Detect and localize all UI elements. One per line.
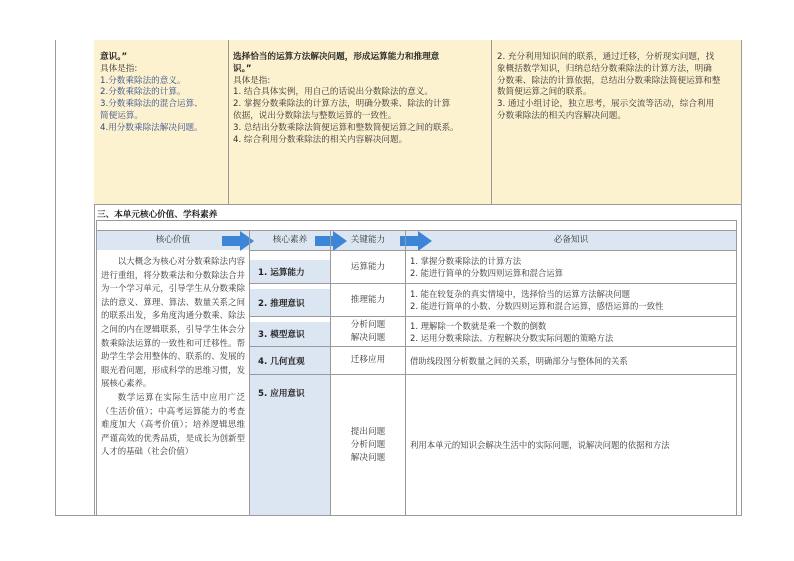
key-ability-text: 分析问题	[350, 439, 386, 450]
top-col1-line: 1.分数乘除法的意义。	[100, 75, 186, 86]
key-ability-text: 解决问题	[350, 332, 386, 343]
top-col3	[494, 50, 740, 202]
knowledge-line: 利用本单元的知识会解决生活中的实际问题，说解决问题的依据和方法	[410, 440, 670, 450]
top-divider-2	[491, 40, 492, 204]
top-col3-line: 分数乘除法的相关内容解决问题。	[497, 110, 626, 121]
knowledge-line: 2. 运用分数乘除法、方程解决分数实际问题的策略方法	[410, 332, 614, 343]
literacy-label-text: 5. 应用意识	[258, 389, 305, 399]
literacy-label: 4. 几何直观	[250, 347, 330, 374]
key-ability-text: 提出问题	[350, 426, 386, 437]
key-ability	[331, 347, 405, 374]
key-ability-text: 运算能力	[350, 261, 386, 272]
header-essential-knowledge: 必备知识	[406, 231, 736, 250]
knowledge-line: 1. 理解除一个数就是乘一个数的倒数	[410, 320, 547, 331]
header-top-line	[97, 230, 736, 231]
key-ability-text: 解决问题	[350, 452, 386, 463]
literacy-label: 2. 推理意识	[250, 289, 330, 316]
arrow-right-icon	[398, 230, 434, 252]
literacy-label	[250, 375, 330, 515]
outer-border-right	[741, 40, 742, 516]
literacy-label: 3. 模型意识	[250, 322, 330, 346]
top-col3-line: 3. 通过小组讨论，独立思考，展示交流等活动，综合利用	[497, 99, 715, 110]
essential-knowledge	[406, 375, 736, 515]
top-col3-line: 象概括数学知识，归纳总结分数乘除法的计算方法，明确	[497, 63, 712, 74]
essential-knowledge	[406, 284, 736, 316]
top-col2-line: 2. 掌握分数乘除法的计算方法，明确分数乘、除法的计算	[233, 99, 451, 110]
top-col3-line: 2. 充分利用知识间的联系，通过迁移，分析现实问题，找	[497, 52, 715, 62]
top-col1	[97, 50, 227, 202]
essential-knowledge	[406, 317, 736, 346]
knowledge-line: 1. 能在较复杂的真实情境中，选择恰当的运算方法解决问题	[410, 289, 631, 299]
top-col3-line: 数简便运算之间的联系。	[497, 87, 592, 98]
header-core-literacy: 核心素养	[250, 231, 330, 250]
key-ability	[331, 317, 405, 346]
core-value-text	[97, 251, 249, 515]
key-ability-text: 推理能力	[350, 294, 386, 305]
section3-title: 三、本单元核心价值、学科素养	[97, 210, 218, 220]
key-ability-text: 分析问题	[350, 319, 386, 330]
top-col2-line: 4. 综合利用分数乘除法的相关内容解决问题。	[233, 134, 408, 145]
top-col3-line: 分数乘、除法的计算依据，总结出分数乘除法简便运算和整	[497, 75, 721, 86]
top-col2-line: 选择恰当的运算方法解决问题，形成运算能力和推理意	[233, 52, 440, 62]
core-value-paragraph: 数学运算在实际生活中应用广泛（生活价值）；中高考运算能力的考查难度加大（高考价值）；培养逻辑思维严谨高效的优秀品质，是成长为创新型人才的基础（社会价值）	[101, 391, 245, 457]
top-col2-line: 具体是指:	[233, 75, 271, 86]
top-col2-line: 3. 总结出分数乘除法简便运算和整数简便运算之间的联系。	[233, 122, 459, 133]
top-col1-line: 简便运算。	[100, 110, 143, 121]
essential-knowledge	[406, 251, 736, 283]
knowledge-line: 1. 掌握分数乘除法的计算方法	[410, 256, 522, 266]
top-col1-line: 意识。”	[100, 52, 128, 62]
top-col2-line: 1. 结合具体实例，用自己的话说出分数除法的意义。	[233, 87, 433, 98]
essential-knowledge	[406, 347, 736, 374]
key-ability	[331, 375, 405, 515]
key-ability	[331, 251, 405, 283]
key-ability	[331, 284, 405, 316]
top-col1-line: 3.分数乘除法的混合运算、	[100, 99, 203, 110]
knowledge-line: 借助线段图分析数量之间的关系，明确部分与整体间的关系	[410, 355, 628, 366]
header-core-value: 核心价值	[97, 231, 249, 250]
literacy-label: 1. 运算能力	[250, 260, 330, 283]
top-col2-line: 依据，说出分数除法与整数运算的一致性。	[233, 110, 397, 121]
top-col1-line: 2.分数乘除法的计算。	[100, 87, 186, 98]
top-col1-line: 具体是指:	[100, 63, 138, 74]
top-col1-line: 4.用分数乘除法解决问题。	[100, 122, 203, 133]
top-col2	[230, 50, 490, 202]
top-divider-1	[228, 40, 229, 204]
arrow-right-icon	[220, 230, 256, 252]
key-ability-text: 迁移应用	[350, 355, 386, 365]
top-section-bottom	[94, 204, 741, 205]
knowledge-line: 2. 能进行简单的小数、分数四则运算和混合运算，感悟运算的一致性	[410, 301, 664, 311]
core-value-paragraph: 以大概念为核心对分数乘除法内容进行重组，将分数乘法和分数除法合并为一个学习单元，引导学生从分数乘除法的意义、算理、算法、数量关系之间的联系出发，多角度沟通分数乘、除法之间的内在逻辑联系，引导学生体会分数乘除法运算的一致性和可迁移性。帮助学生学会用整体的、联系的、发展的眼光看问题，形成科学的思维习惯，发展核心素养。	[101, 256, 245, 389]
knowledge-line: 2. 能进行简单的分数四则运算和混合运算	[410, 268, 564, 278]
header-key-ability: 关键能力	[331, 231, 405, 250]
top-col2-line: 识。”	[233, 63, 252, 74]
outer-border-left	[55, 40, 56, 516]
arrow-right-icon	[313, 230, 349, 252]
